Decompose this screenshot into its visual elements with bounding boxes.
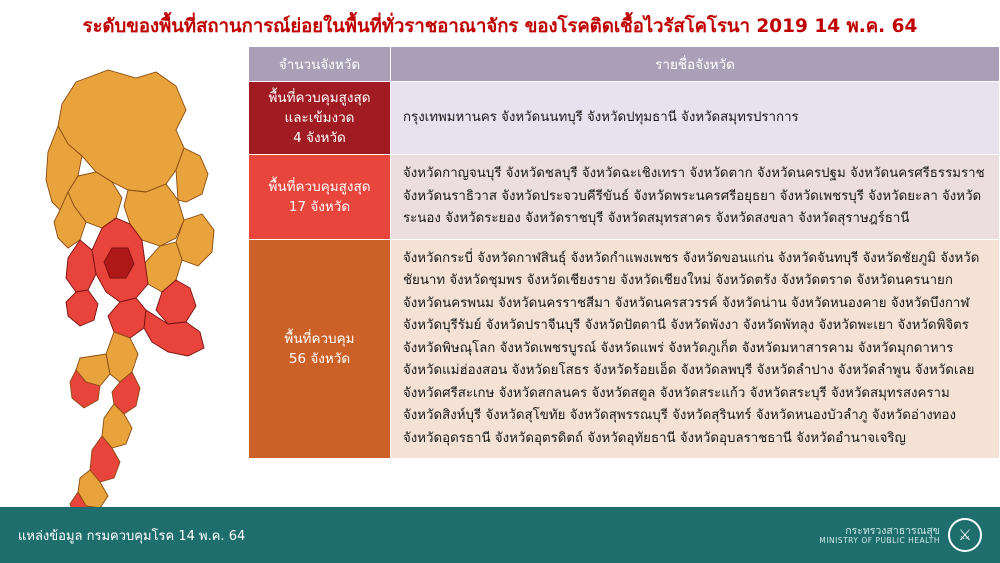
ministry-text [819, 525, 940, 546]
thailand-map-svg [16, 52, 236, 512]
footer-bar [0, 507, 1000, 563]
category-line: 4 จังหวัด [293, 130, 346, 146]
title-bar [0, 0, 1000, 46]
table-row [249, 239, 1000, 459]
province-table-pane [242, 46, 1000, 459]
category-line: พื้นที่ควบคุมสูงสุด [268, 178, 371, 195]
ministry-logo-group [819, 518, 982, 552]
page-title: ระดับของพื้นที่สถานการณ์ย่อยในพื้นที่ทั่วราชอาณาจักร ของโรคติดเชื้อไวรัสโคโรนา 2019 14 พ.ค. 64 [82, 15, 918, 37]
category-cell-level2 [249, 155, 391, 240]
category-cell-level3 [249, 239, 391, 459]
ministry-emblem-icon: ⚔ [948, 518, 982, 552]
province-list-level3: จังหวัดกระบี่ จังหวัดกาฬสินธุ์ จังหวัดกำแพงเพชร จังหวัดขอนแก่น จังหวัดจันทบุรี จังหวัดชัยภูมิ จังหวัดชัยนาท จังหวัดชุมพร จังหวัดเชียงราย จังหวัดเชียงใหม่ จังหวัดตรัง จังหวัดตราด จังหวัดนครนายก จังหวัดนครพนม จังหวัดนครราชสีมา จังหวัดนครสวรรค์ จังหวัดน่าน จังหวัดหนองคาย จังหวัดบึงกาฬ จังหวัดบุรีรัมย์ จังหวัดปราจีนบุรี จังหวัดปัตตานี จังหวัดพังงา จังหวัดพัทลุง จังหวัดพะเยา จังหวัดพิจิตร จังหวัดพิษณุโลก จังหวัดเพชรบูรณ์ จังหวัดแพร่ จังหวัดภูเก็ต จังหวัดมหาสารคาม จังหวัดมุกดาหาร จังหวัดแม่ฮ่องสอน จังหวัดยโสธร จังหวัดร้อยเอ็ด จังหวัดลพบุรี จังหวัดลำปาง จังหวัดลำพูน จังหวัดเลย จังหวัดศรีสะเกษ จังหวัดสกลนคร จังหวัดสตูล จังหวัดสระแก้ว จังหวัดสระบุรี จังหวัดสมุทรสงคราม จังหวัดสิงห์บุรี จังหวัดสุโขทัย จังหวัดสุพรรณบุรี จังหวัดสุรินทร์ จังหวัดหนองบัวลำภู จังหวัดอ่างทอง จังหวัดอุดรธานี จังหวัดอุตรดิตถ์ จังหวัดอุทัยธานี จังหวัดอุบลราชธานี จังหวัดอำนาจเจริญ [391, 239, 1000, 459]
table-header-row [249, 47, 1000, 82]
thailand-map [10, 46, 242, 516]
source-text: แหล่งข้อมูล กรมควบคุมโรค 14 พ.ค. 64 [18, 528, 246, 544]
ministry-name-th: กระทรวงสาธารณสุข [845, 524, 940, 537]
category-line: พื้นที่ควบคุม [284, 330, 355, 347]
table-row [249, 155, 1000, 240]
province-list-level2: จังหวัดกาญจนบุรี จังหวัดชลบุรี จังหวัดฉะเชิงเทรา จังหวัดตาก จังหวัดนครปฐม จังหวัดนครศรีธรรมราช จังหวัดนราธิวาส จังหวัดประจวบคีรีขันธ์ จังหวัดพระนครศรีอยุธยา จังหวัดเพชรบุรี จังหวัดยะลา จังหวัดระนอง จังหวัดระยอง จังหวัดราชบุรี จังหวัดสมุทรสาคร จังหวัดสงขลา จังหวัดสุราษฎร์ธานี [391, 155, 1000, 240]
category-line: 17 จังหวัด [288, 198, 351, 215]
category-line: 56 จังหวัด [288, 350, 351, 367]
category-line: พื้นที่ควบคุมสูงสุด [268, 90, 371, 106]
category-line: และเข้มงวด [284, 110, 355, 126]
ministry-name-en: MINISTRY OF PUBLIC HEALTH [819, 535, 940, 545]
col-header-provinces: รายชื่อจังหวัด [391, 47, 1000, 82]
content-area [0, 46, 1000, 516]
province-table [248, 46, 1000, 459]
category-cell-level1 [249, 82, 391, 155]
province-list-level1: กรุงเทพมหานคร จังหวัดนนทบุรี จังหวัดปทุมธานี จังหวัดสมุทรปราการ [391, 82, 1000, 155]
table-row [249, 82, 1000, 155]
col-header-count: จำนวนจังหวัด [249, 47, 391, 82]
